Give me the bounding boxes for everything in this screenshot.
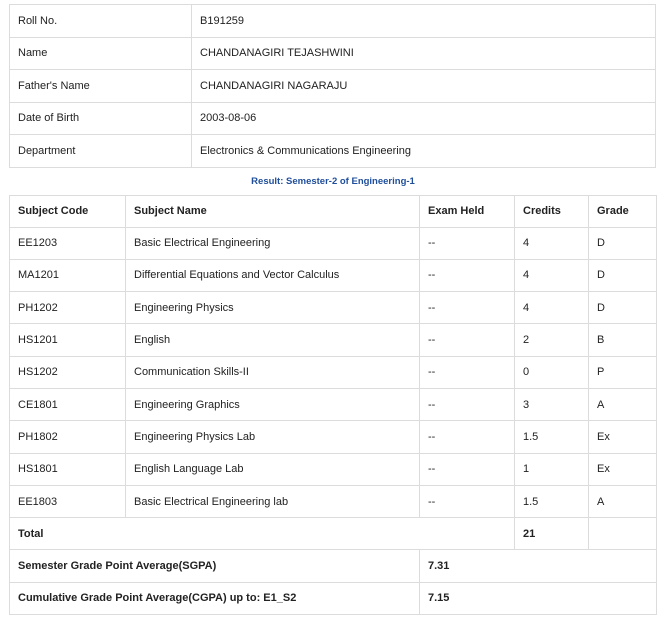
exam-held: --: [420, 324, 515, 356]
info-row-roll-no: [10, 5, 656, 38]
table-row: [10, 292, 657, 324]
grades-table: [9, 195, 657, 616]
subject-code: CE1801: [10, 388, 126, 420]
grade: A: [589, 485, 657, 517]
table-row: [10, 388, 657, 420]
info-row-dob: [10, 102, 656, 135]
grade: P: [589, 356, 657, 388]
subject-name: Differential Equations and Vector Calculus: [126, 259, 420, 291]
col-exam-held: Exam Held: [420, 195, 515, 227]
info-label: Roll No.: [10, 5, 192, 38]
grades-header-row: [10, 195, 657, 227]
info-row-department: [10, 135, 656, 168]
info-label: Father's Name: [10, 70, 192, 103]
col-grade: Grade: [589, 195, 657, 227]
credits: 1.5: [515, 485, 589, 517]
credits: 2: [515, 324, 589, 356]
subject-name: Engineering Graphics: [126, 388, 420, 420]
subject-code: EE1803: [10, 485, 126, 517]
credits: 1.5: [515, 421, 589, 453]
grade: Ex: [589, 453, 657, 485]
grade: D: [589, 259, 657, 291]
student-info-table: [9, 4, 656, 168]
sgpa-label: Semester Grade Point Average(SGPA): [10, 550, 420, 582]
info-label: Date of Birth: [10, 102, 192, 135]
info-value: CHANDANAGIRI TEJASHWINI: [192, 37, 656, 70]
credits: 0: [515, 356, 589, 388]
exam-held: --: [420, 259, 515, 291]
info-value: B191259: [192, 5, 656, 38]
table-row: [10, 356, 657, 388]
exam-held: --: [420, 485, 515, 517]
total-credits: 21: [515, 518, 589, 550]
subject-name: English: [126, 324, 420, 356]
subject-name: Communication Skills-II: [126, 356, 420, 388]
info-row-name: [10, 37, 656, 70]
table-row: [10, 421, 657, 453]
table-row: [10, 485, 657, 517]
grade: D: [589, 227, 657, 259]
col-subject-code: Subject Code: [10, 195, 126, 227]
result-title: Result: Semester-2 of Engineering-1: [251, 175, 415, 187]
exam-held: --: [420, 356, 515, 388]
exam-held: --: [420, 421, 515, 453]
table-row: [10, 324, 657, 356]
subject-code: MA1201: [10, 259, 126, 291]
info-value: 2003-08-06: [192, 102, 656, 135]
info-value: Electronics & Communications Engineering: [192, 135, 656, 168]
subject-code: EE1203: [10, 227, 126, 259]
info-label: Department: [10, 135, 192, 168]
subject-code: PH1802: [10, 421, 126, 453]
sgpa-value: 7.31: [420, 550, 657, 582]
grade: D: [589, 292, 657, 324]
grade: B: [589, 324, 657, 356]
exam-held: --: [420, 453, 515, 485]
col-credits: Credits: [515, 195, 589, 227]
credits: 3: [515, 388, 589, 420]
grade: A: [589, 388, 657, 420]
credits: 4: [515, 259, 589, 291]
table-row: [10, 227, 657, 259]
table-row: [10, 453, 657, 485]
subject-name: Engineering Physics Lab: [126, 421, 420, 453]
table-row: [10, 259, 657, 291]
subject-name: Engineering Physics: [126, 292, 420, 324]
subject-name: English Language Lab: [126, 453, 420, 485]
info-row-father-name: [10, 70, 656, 103]
subject-name: Basic Electrical Engineering lab: [126, 485, 420, 517]
total-row: [10, 518, 657, 550]
exam-held: --: [420, 292, 515, 324]
cgpa-label: Cumulative Grade Point Average(CGPA) up to: E1_S2: [10, 582, 420, 614]
sgpa-row: [10, 550, 657, 582]
info-label: Name: [10, 37, 192, 70]
subject-code: PH1202: [10, 292, 126, 324]
credits: 4: [515, 292, 589, 324]
exam-held: --: [420, 388, 515, 420]
credits: 1: [515, 453, 589, 485]
total-grade-empty: [589, 518, 657, 550]
credits: 4: [515, 227, 589, 259]
subject-code: HS1801: [10, 453, 126, 485]
subject-code: HS1202: [10, 356, 126, 388]
cgpa-row: [10, 582, 657, 614]
info-value: CHANDANAGIRI NAGARAJU: [192, 70, 656, 103]
grade: Ex: [589, 421, 657, 453]
cgpa-value: 7.15: [420, 582, 657, 614]
total-label: Total: [10, 518, 515, 550]
col-subject-name: Subject Name: [126, 195, 420, 227]
exam-held: --: [420, 227, 515, 259]
subject-code: HS1201: [10, 324, 126, 356]
subject-name: Basic Electrical Engineering: [126, 227, 420, 259]
